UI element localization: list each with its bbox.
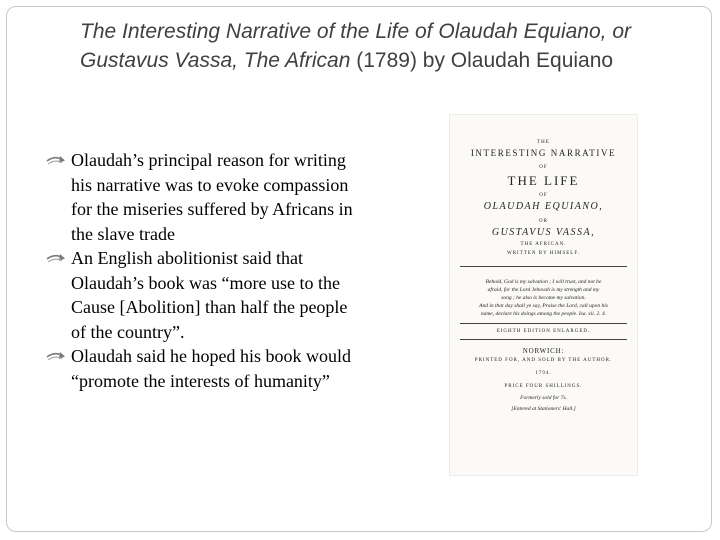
book-quote: name, declare his doings among the people. Isa. xii. 2. 4. xyxy=(480,311,607,317)
book-line: PRICE FOUR SHILLINGS. xyxy=(504,384,583,389)
book-line: 1794. xyxy=(535,371,552,376)
book-line: OLAUDAH EQUIANO, xyxy=(483,201,604,212)
book-line: [Entered at Stationers' Hall.] xyxy=(511,406,576,412)
book-rule xyxy=(460,323,627,324)
book-rule xyxy=(460,339,627,340)
book-rule xyxy=(460,266,627,267)
slide-title-italic: The Interesting Narrative of the Life of Olaudah Equiano, or Gustavus Vassa, The African xyxy=(80,20,631,72)
book-quote: And in that day shall ye say, Praise the Lord, call upon his xyxy=(479,303,608,309)
book-line: THE LIFE xyxy=(507,173,580,188)
book-quote: song ; he also is become my salvation. xyxy=(501,295,586,301)
book-line: NORWICH: xyxy=(522,347,565,355)
book-line: Formerly sold for 7s. xyxy=(520,395,567,401)
bullet-item xyxy=(45,344,365,393)
book-line: OF xyxy=(539,165,548,170)
book-line: THE xyxy=(537,140,550,145)
bullet-text: An English abolitionist said that Olaudah’s book was “more use to the Cause [Abolition] than half the people of the country”. xyxy=(71,248,348,342)
book-line: OF xyxy=(539,193,548,198)
slide-title-plain: (1789) by Olaudah Equiano xyxy=(350,49,614,72)
bullet-item xyxy=(45,148,365,246)
bullet-item xyxy=(45,246,365,344)
slide-title xyxy=(80,17,660,75)
bullet-arrow-icon xyxy=(45,154,67,167)
bullet-text: Olaudah’s principal reason for writing his narrative was to evoke compassion for the miseries suffered by Africans in the slave trade xyxy=(71,150,353,244)
book-title-page-image xyxy=(450,115,637,475)
book-line: GUSTAVUS VASSA, xyxy=(491,227,596,238)
book-quote: Behold, God is my salvation ; I will trust, and not be xyxy=(485,279,602,285)
book-quote: afraid, for the Lord Jehovah is my strength and my xyxy=(487,287,600,293)
book-line: PRINTED FOR, AND SOLD BY THE AUTHOR. xyxy=(474,358,613,363)
book-line: OR xyxy=(539,219,548,224)
bullet-arrow-icon xyxy=(45,252,67,265)
book-line: EIGHTH EDITION ENLARGED. xyxy=(496,329,591,334)
book-line: INTERESTING NARRATIVE xyxy=(470,148,617,158)
book-line: THE AFRICAN. xyxy=(520,242,567,247)
bullet-list xyxy=(45,148,365,393)
book-line: WRITTEN BY HIMSELF. xyxy=(507,251,580,256)
bullet-arrow-icon xyxy=(45,350,67,363)
bullet-text: Olaudah said he hoped his book would “promote the interests of humanity” xyxy=(71,346,351,391)
